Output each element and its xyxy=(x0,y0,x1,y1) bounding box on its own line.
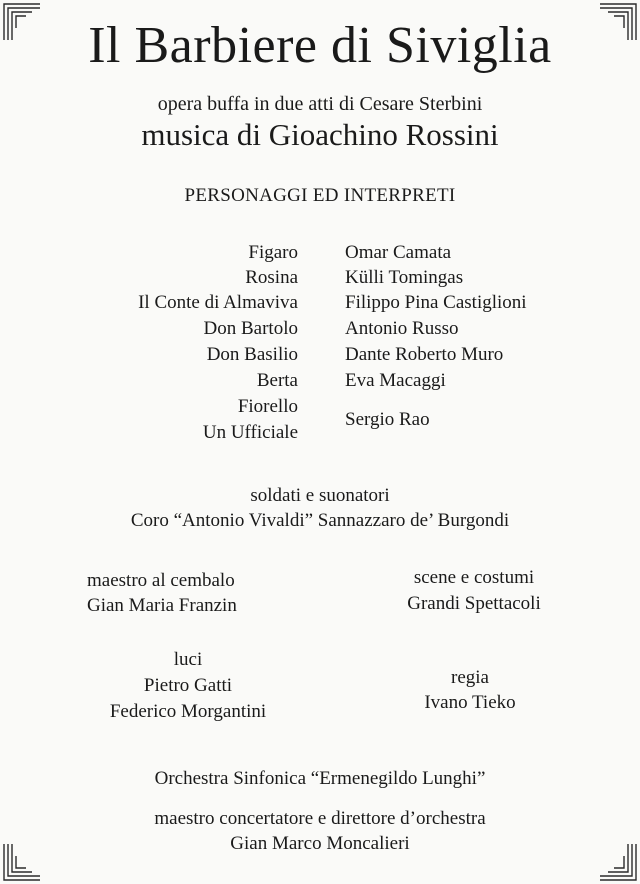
performer-rosina: Külli Tomingas xyxy=(345,267,464,288)
role-don-basilio: Don Basilio xyxy=(206,344,298,365)
role-fiorello: Fiorello xyxy=(237,396,298,417)
cast-heading: PERSONAGGI ED INTERPRETI xyxy=(184,185,456,206)
harpsichord-label: maestro al cembalo xyxy=(87,570,235,591)
performer-fiorello-ufficiale: Sergio Rao xyxy=(345,409,430,430)
performer-figaro: Omar Camata xyxy=(345,242,452,263)
opera-subtitle: opera buffa in due atti di Cesare Sterbini xyxy=(157,93,483,115)
composer-credit: musica di Gioachino Rossini xyxy=(141,117,499,152)
role-don-bartolo: Don Bartolo xyxy=(203,318,298,339)
role-figaro: Figaro xyxy=(248,242,298,263)
performer-don-basilio: Dante Roberto Muro xyxy=(345,344,504,365)
lights-name-2: Federico Morgantini xyxy=(109,701,267,722)
harpsichord-name: Gian Maria Franzin xyxy=(87,595,237,616)
opera-title: Il Barbiere di Siviglia xyxy=(88,17,552,74)
performer-don-bartolo: Antonio Russo xyxy=(345,318,459,339)
direction-name: Ivano Tieko xyxy=(424,692,516,713)
performer-berta: Eva Macaggi xyxy=(345,370,446,391)
conductor-label: maestro concertatore e direttore d’orchestra xyxy=(154,808,486,829)
role-rosina: Rosina xyxy=(245,267,298,288)
performer-conte-almaviva: Filippo Pina Castiglioni xyxy=(345,292,527,313)
lights-name-1: Pietro Gatti xyxy=(143,675,233,696)
chorus-label: soldati e suonatori xyxy=(250,485,390,506)
role-conte-almaviva: Il Conte di Almaviva xyxy=(138,292,298,313)
role-ufficiale: Un Ufficiale xyxy=(202,422,298,443)
orchestra-name: Orchestra Sinfonica “Ermenegildo Lunghi” xyxy=(154,768,486,789)
chorus-name: Coro “Antonio Vivaldi” Sannazzaro de’ Burgondi xyxy=(130,510,510,531)
conductor-name: Gian Marco Moncalieri xyxy=(230,833,410,854)
scenery-name: Grandi Spettacoli xyxy=(407,593,541,614)
direction-label: regia xyxy=(451,667,489,688)
scenery-label: scene e costumi xyxy=(413,567,535,588)
role-berta: Berta xyxy=(256,370,298,391)
lights-label: luci xyxy=(173,649,203,670)
